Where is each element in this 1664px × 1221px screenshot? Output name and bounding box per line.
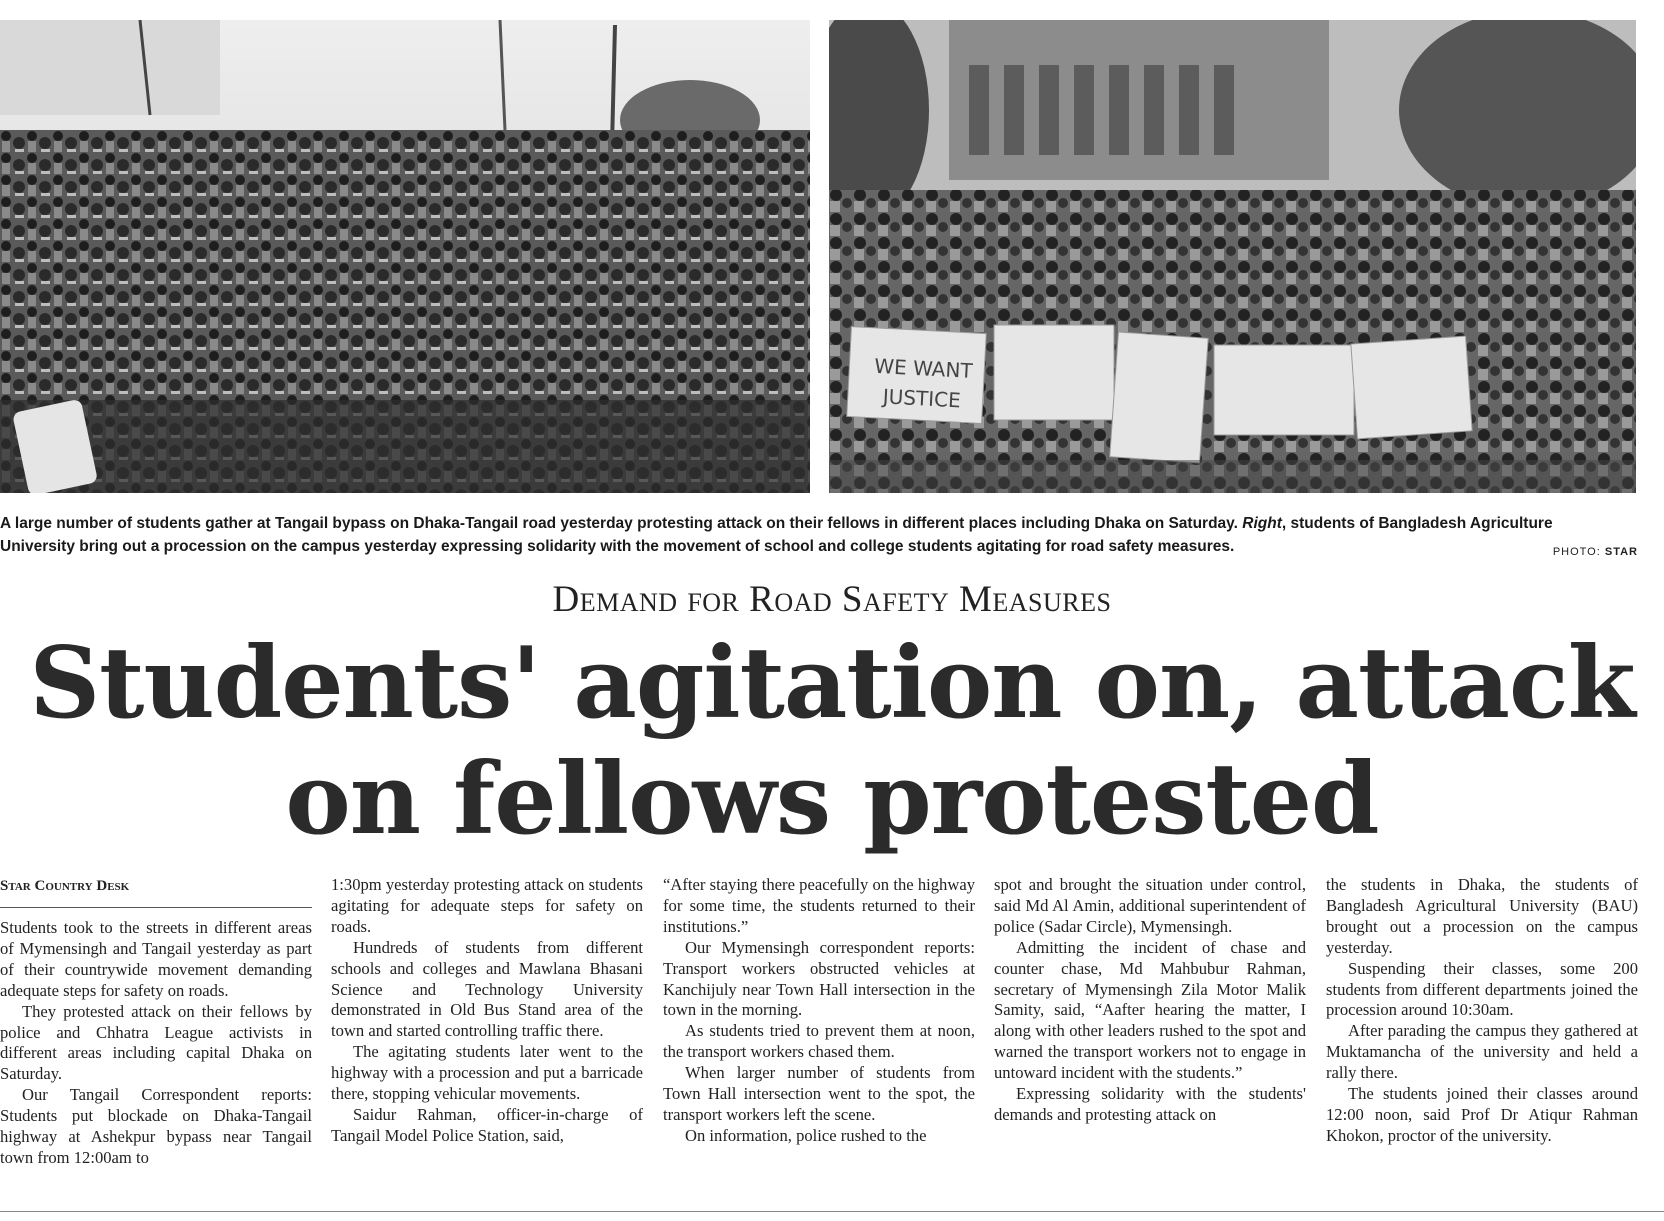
- svg-text:WE WANT: WE WANT: [873, 353, 974, 383]
- paragraph: Our Tangail Correspondent reports: Students put blockade on Dhaka-Tangail highway at Ashekpur bypass near Tangail town from 12:00am to: [0, 1085, 312, 1167]
- paragraph: They protested attack on their fellows by police and Chhatra League activists in different areas including capital Dhaka on Saturday.: [0, 1001, 312, 1084]
- caption-part-1: A large number of students gather at Tangail bypass on Dhaka-Tangail road yesterday protesting attack on their fellows in different places including Dhaka on Saturday.: [0, 515, 1243, 532]
- paragraph: Saidur Rahman, officer-in-charge of Tangail Model Police Station, said,: [331, 1104, 643, 1145]
- paragraph: Our Mymensingh correspondent reports: Transport workers obstructed vehicles at Kanchijuly near Town Hall intersection in the town in the morning.: [663, 937, 975, 1020]
- byline: Star Country Desk: [0, 878, 312, 908]
- bottom-rule: [0, 1211, 1664, 1212]
- article-column-1: [0, 918, 312, 1169]
- photo-credit-name: STAR: [1604, 546, 1638, 558]
- paragraph: When larger number of students from Town Hall intersection went to the spot, the transport workers left the scene.: [663, 1063, 975, 1124]
- photo-bau-procession: [829, 20, 1636, 493]
- paragraph: Expressing solidarity with the students' demands and protesting attack on: [994, 1084, 1306, 1124]
- paragraph: spot and brought the situation under control, said Md Al Amin, additional superintendent of police (Sadar Circle), Mymensingh.: [994, 875, 1306, 936]
- article-column-4: [994, 875, 1306, 1126]
- paragraph: “After staying there peacefully on the highway for some time, the students returned to their institutions.”: [663, 875, 975, 936]
- paragraph: Admitting the incident of chase and counter chase, Md Mahbubur Rahman, secretary of Mymensingh Zila Motor Malik Samity, said, “Aafter hearing the matter, I along with other leaders rushed to the spot and warned the transport workers not to engage in untoward incident with the students.”: [994, 937, 1306, 1083]
- main-headline: [0, 626, 1664, 858]
- photo-credit-label: PHOTO:: [1552, 546, 1605, 558]
- paragraph: Students took to the streets in different areas of Mymensingh and Tangail yesterday as part of their countrywide movement demanding adequate steps for safety on roads.: [0, 918, 312, 1000]
- article-column-2: [331, 875, 643, 1147]
- caption-part-2: , students of Bangladesh Agriculture University bring out a procession on the campus yesterday expressing solidarity with the movement of school and college students agitating for road safety measures.: [0, 515, 1553, 555]
- caption-right-word: Right: [1242, 515, 1282, 532]
- kicker-headline: Demand for Road Safety Measures: [552, 579, 1112, 620]
- paragraph: After parading the campus they gathered at Muktamancha of the university and held a rally there.: [1326, 1021, 1638, 1083]
- paragraph: As students tried to prevent them at noon, the transport workers chased them.: [663, 1021, 975, 1062]
- paragraph: The students joined their classes around 12:00 noon, said Prof Dr Atiqur Rahman Khokon, proctor of the university.: [1326, 1084, 1638, 1145]
- paragraph: Hundreds of students from different schools and colleges and Mawlana Bhasani Science and Technology University demonstrated in Old Bus Stand area of the town and started controlling traffic there.: [331, 937, 643, 1041]
- headline-line-1: Students' agitation on, attack: [29, 626, 1635, 741]
- photo-students-tangail-bypass: [0, 20, 810, 493]
- article-column-5: [1326, 875, 1638, 1147]
- article-column-3: [663, 875, 975, 1147]
- paragraph: On information, police rushed to the: [685, 1125, 927, 1145]
- headline-line-2: on fellows protested: [285, 742, 1379, 857]
- svg-text:JUSTICE: JUSTICE: [882, 384, 962, 413]
- paragraph: 1:30pm yesterday protesting attack on students agitating for adequate steps for safety on roads.: [331, 875, 643, 936]
- paragraph: the students in Dhaka, the students of Bangladesh Agricultural University (BAU) brought out a procession on the campus yesterday.: [1326, 875, 1638, 957]
- paragraph: The agitating students later went to the highway with a procession and put a barricade there, stopping vehicular movements.: [331, 1042, 643, 1104]
- photo-credit: [1553, 546, 1638, 558]
- photo-caption: [0, 512, 1620, 558]
- paragraph: Suspending their classes, some 200 students from different departments joined the procession around 10:30am.: [1326, 958, 1638, 1020]
